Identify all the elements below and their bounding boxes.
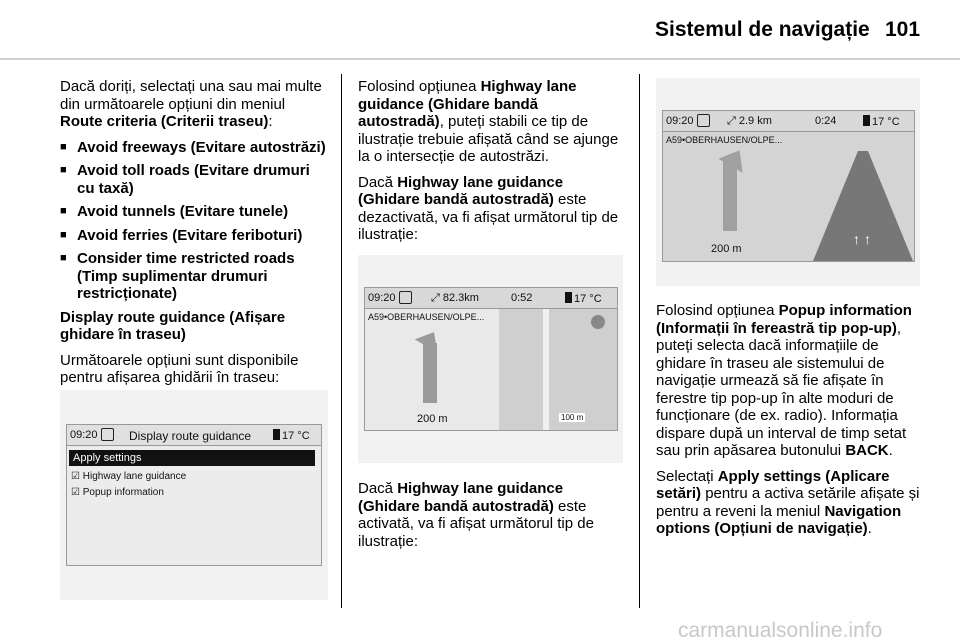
apply-settings-term: Apply settings (Aplicare setări) <box>656 467 890 502</box>
checkbox-icon: ☑ <box>71 487 80 498</box>
route-icon <box>697 114 710 127</box>
map-road <box>543 309 549 430</box>
highway-lane-term: Highway lane guidance (Ghidare bandă autostradă) <box>358 173 564 208</box>
text: . <box>867 520 872 537</box>
list-item: ■ Consider time restricted roads (Timp suplimentar drumuri restricționate) <box>60 250 328 303</box>
column-2-bottom <box>358 480 626 558</box>
route-icon <box>399 291 412 304</box>
highway-lane-term: Highway lane guidance (Ghidare bandă autostradă) <box>358 480 564 515</box>
column-divider-1 <box>341 74 342 608</box>
text: este activată, va fi afișat următorul tip de ilustrație: <box>358 497 594 550</box>
option-label: Highway lane guidance <box>82 471 187 482</box>
section-heading: Display route guidance (Afișare ghidare în traseu) <box>60 308 286 343</box>
screenshot-lane-frame <box>656 78 920 286</box>
guidance-panel <box>365 309 499 430</box>
intro-colon: : <box>268 113 273 130</box>
road-name: A59•OBERHAUSEN/OLPE... <box>368 312 485 322</box>
temperature <box>273 429 310 442</box>
map-view <box>499 309 617 430</box>
turn-arrow-icon <box>723 161 737 231</box>
column-2 <box>358 78 626 252</box>
distance-value: 2.9 km <box>738 115 772 127</box>
temperature-value: 17 °C <box>282 430 310 442</box>
navigation-options-term: Navigation options (Opțiuni de navigație) <box>656 502 902 537</box>
clock: 09:20 <box>70 429 98 441</box>
watermark-bar <box>0 616 960 642</box>
clock: 09:20 <box>368 292 396 304</box>
text: pentru a activa setările afișate și pentru a reveni la meniul <box>656 485 920 520</box>
eta: 0:52 <box>511 292 533 304</box>
paragraph-1 <box>358 78 626 166</box>
temperature-value: 17 °C <box>574 293 602 305</box>
back-button-term: BACK <box>845 442 889 459</box>
route-criteria-term: Route criteria (Criterii traseu) <box>60 113 269 130</box>
checkbox-icon: ☑ <box>71 471 80 482</box>
paragraph-2 <box>656 468 922 538</box>
status-bar <box>365 288 617 309</box>
text: Dacă <box>358 173 398 191</box>
eta: 0:24 <box>815 115 837 127</box>
apply-settings-row[interactable]: Apply settings <box>69 450 315 466</box>
header-divider <box>0 58 960 60</box>
watermark: carmanualsonline.info <box>678 619 883 642</box>
paragraph-2 <box>358 174 626 244</box>
lane-guidance-screen <box>662 110 915 262</box>
temperature <box>863 115 900 128</box>
lane-arrows-icon: ↑ ↑ <box>853 231 871 247</box>
highway-lane-option[interactable] <box>71 471 186 482</box>
turn-distance: 200 m <box>417 413 448 425</box>
text: Folosind opțiunea <box>656 302 779 319</box>
text: Folosind opțiunea <box>358 78 481 95</box>
route-icon <box>101 428 114 441</box>
distance-value: 82.3km <box>442 292 479 304</box>
turn-distance: 200 m <box>711 243 742 255</box>
distance-readout: ⤢ 82.3km <box>431 292 479 304</box>
highway-lane-term: Highway lane guidance (Ghidare bandă autostradă) <box>358 78 577 130</box>
option-label: Popup information <box>82 487 164 498</box>
thermometer-icon <box>863 115 870 126</box>
temperature <box>565 292 602 305</box>
popup-information-term: Popup information (Informații în fereastră tip pop-up) <box>656 302 912 337</box>
list-item: ■ Avoid toll roads (Evitare drumuri cu taxă) <box>60 162 328 197</box>
clock: 09:20 <box>666 115 694 127</box>
compass-icon <box>591 315 605 329</box>
arrow-head-icon <box>415 326 446 353</box>
settings-screen <box>66 424 322 566</box>
column-1 <box>60 78 328 395</box>
page-number: 101 <box>885 18 921 41</box>
text: , puteți selecta dacă informațiile de ghidare în traseu ale sistemului de navigație urmează să fie afișate în ferestre tip pop-up în alte moduri de funcționare (de ex. radio). Informația dispare după un interval de timp setat sau prin apăsarea butonului <box>656 319 907 459</box>
text: . <box>888 442 893 459</box>
intro-paragraph <box>60 78 328 131</box>
distance-readout: ⤢ 2.9 km <box>727 115 772 127</box>
thermometer-icon <box>273 429 280 440</box>
text: , puteți stabili ce tip de ilustrație trebuie afișată când se ajunge la o intersecție de autostrăzi. <box>358 113 619 165</box>
road-name: A59•OBERHAUSEN/OLPE... <box>666 135 783 145</box>
thermometer-icon <box>565 292 572 303</box>
text: Dacă <box>358 480 398 497</box>
section-paragraph: Următoarele opțiuni sunt disponibile pentru afișarea ghidării în traseu: <box>60 351 299 386</box>
text: Selectați <box>656 467 718 485</box>
screenshot-settings-frame <box>60 390 328 600</box>
turn-arrow-icon <box>423 343 437 403</box>
text: este dezactivată, va fi afișat următorul tip de ilustrație: <box>358 191 619 243</box>
popup-info-option[interactable] <box>71 487 164 498</box>
temperature-value: 17 °C <box>872 116 900 128</box>
screen-title: Display route guidance <box>129 429 252 443</box>
list-item: ■ Avoid tunnels (Evitare tunele) <box>60 203 328 221</box>
screenshot-map-frame <box>358 255 623 463</box>
route-criteria-list <box>60 139 328 303</box>
map-guidance-screen <box>364 287 618 431</box>
list-item: ■ Avoid freeways (Evitare autostrăzi) <box>60 139 328 157</box>
column-3 <box>656 302 922 546</box>
intro-text: Dacă doriți, selectați una sau mai multe din următoarele opțiuni din meniul <box>60 78 322 113</box>
status-bar <box>663 111 914 132</box>
column-divider-2 <box>639 74 640 608</box>
paragraph-1 <box>656 302 922 460</box>
map-scale: 100 m <box>561 413 584 422</box>
paragraph-3 <box>358 480 626 550</box>
page-title: Sistemul de navigație <box>655 18 870 41</box>
status-bar <box>67 425 321 446</box>
list-item: ■ Avoid ferries (Evitare feriboturi) <box>60 227 328 245</box>
